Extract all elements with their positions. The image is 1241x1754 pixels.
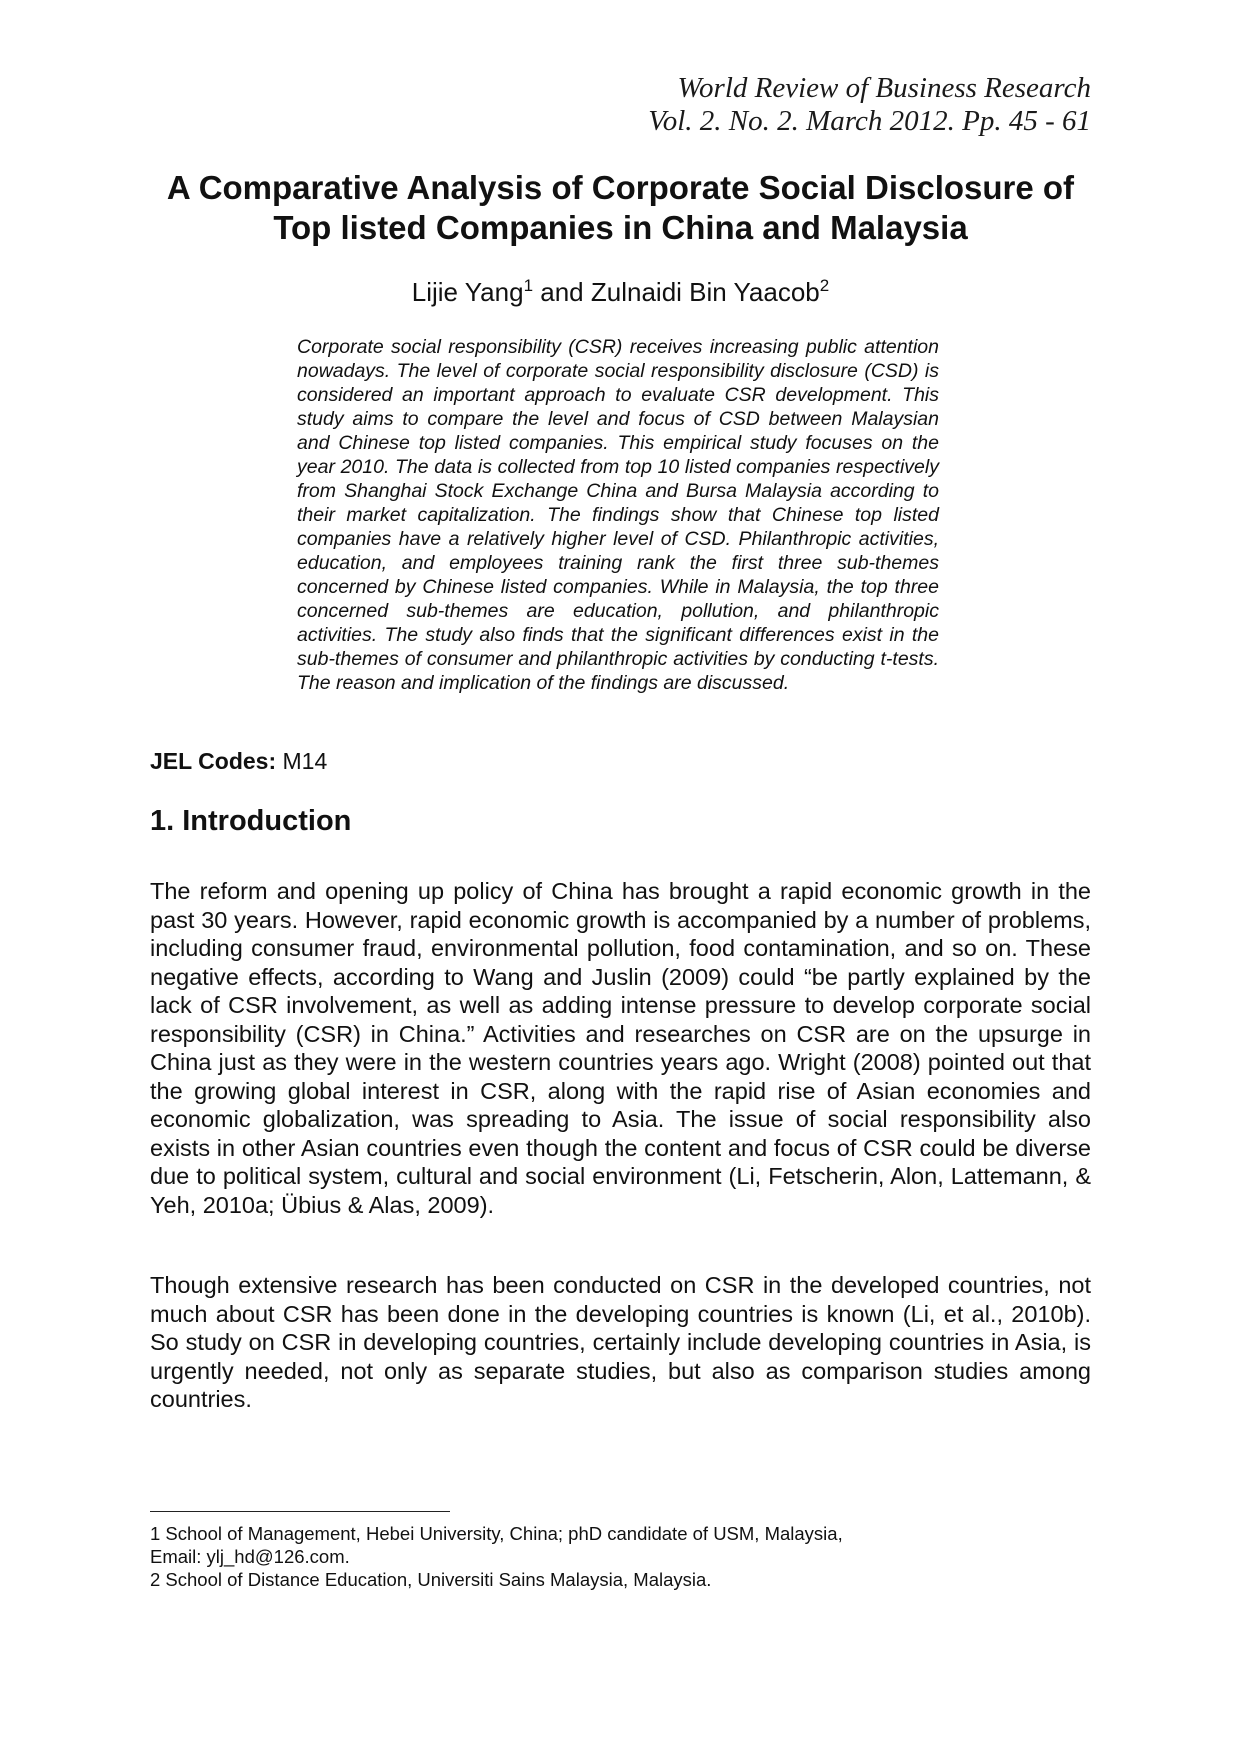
jel-label: JEL Codes: xyxy=(150,748,277,774)
footnote: 1 School of Management, Hebei University, China; phD candidate of USM, Malaysia, xyxy=(150,1523,843,1544)
footnotes xyxy=(150,1522,1091,1591)
author-line xyxy=(150,276,1091,308)
author-name: Zulnaidi Bin Yaacob xyxy=(590,277,820,307)
body-paragraph: The reform and opening up policy of China has brought a rapid economic growth in the past 30 years. However, rapid economic growth is accompanied by a number of problems, including consumer fraud, environmental pollution, food contamination, and so on. These negative effects, according to Wang and Juslin (2009) could “be partly explained by the lack of CSR involvement, as well as adding intense pressure to develop corporate social responsibility (CSR) in China.” Activities and researches on CSR are on the upsurge in China just as they were in the western countries years ago. Wright (2008) pointed out that the growing global interest in CSR, along with the rapid rise of Asian economies and economic globalization, was spreading to Asia. The issue of social responsibility also exists in other Asian countries even though the content and focus of CSR could be diverse due to political system, cultural and social environment (Li, Fetscherin, Alon, Lattemann, & Yeh, 2010a; Übius & Alas, 2009). xyxy=(150,878,1091,1218)
abstract: Corporate social responsibility (CSR) receives increasing public attention nowadays. The level of corporate social responsibility disclosure (CSD) is considered an important approach to evaluate CSR development. This study aims to compare the level and focus of CSD between Malaysian and Chinese top listed companies. This empirical study focuses on the year 2010. The data is collected from top 10 listed companies respectively from Shanghai Stock Exchange China and Bursa Malaysia according to their market capitalization. The findings show that Chinese top listed companies have a relatively higher level of CSD. Philanthropic activities, education, and employees training rank the first three sub-themes concerned by Chinese listed companies. While in Malaysia, the top three concerned sub-themes are education, pollution, and philanthropic activities. The study also finds that the significant differences exist in the sub-themes of consumer and philanthropic activities by conducting t-tests. The reason and implication of the findings are discussed. xyxy=(297,336,939,694)
body-paragraph: Though extensive research has been conducted on CSR in the developed countries, not much about CSR has been done in the developing countries is known (Li, et al., 2010b). So study on CSR in developing countries, certainly include developing countries in Asia, is urgently needed, not only as separate studies, but also as comparison studies among countries. xyxy=(150,1272,1091,1412)
footnote-divider xyxy=(150,1511,450,1512)
journal-name: World Review of Business Research xyxy=(677,72,1091,104)
section-heading: 1. Introduction xyxy=(150,805,352,837)
author-affiliation-marker: 1 xyxy=(523,276,534,295)
author-separator: and xyxy=(540,277,584,307)
footnote: 2 School of Distance Education, Universiti Sains Malaysia, Malaysia. xyxy=(150,1569,712,1590)
paper-title: A Comparative Analysis of Corporate Social Disclosure of Top listed Companies in China and Malaysia xyxy=(166,169,1075,246)
author-affiliation-marker: 2 xyxy=(819,276,830,295)
author-name: Lijie Yang xyxy=(411,277,524,307)
jel-codes xyxy=(150,747,327,775)
footnote: Email: ylj_hd@126.com. xyxy=(150,1546,350,1567)
volume-info: Vol. 2. No. 2. March 2012. Pp. 45 - 61 xyxy=(648,105,1091,137)
journal-header xyxy=(648,72,1091,138)
jel-value: M14 xyxy=(282,748,328,774)
